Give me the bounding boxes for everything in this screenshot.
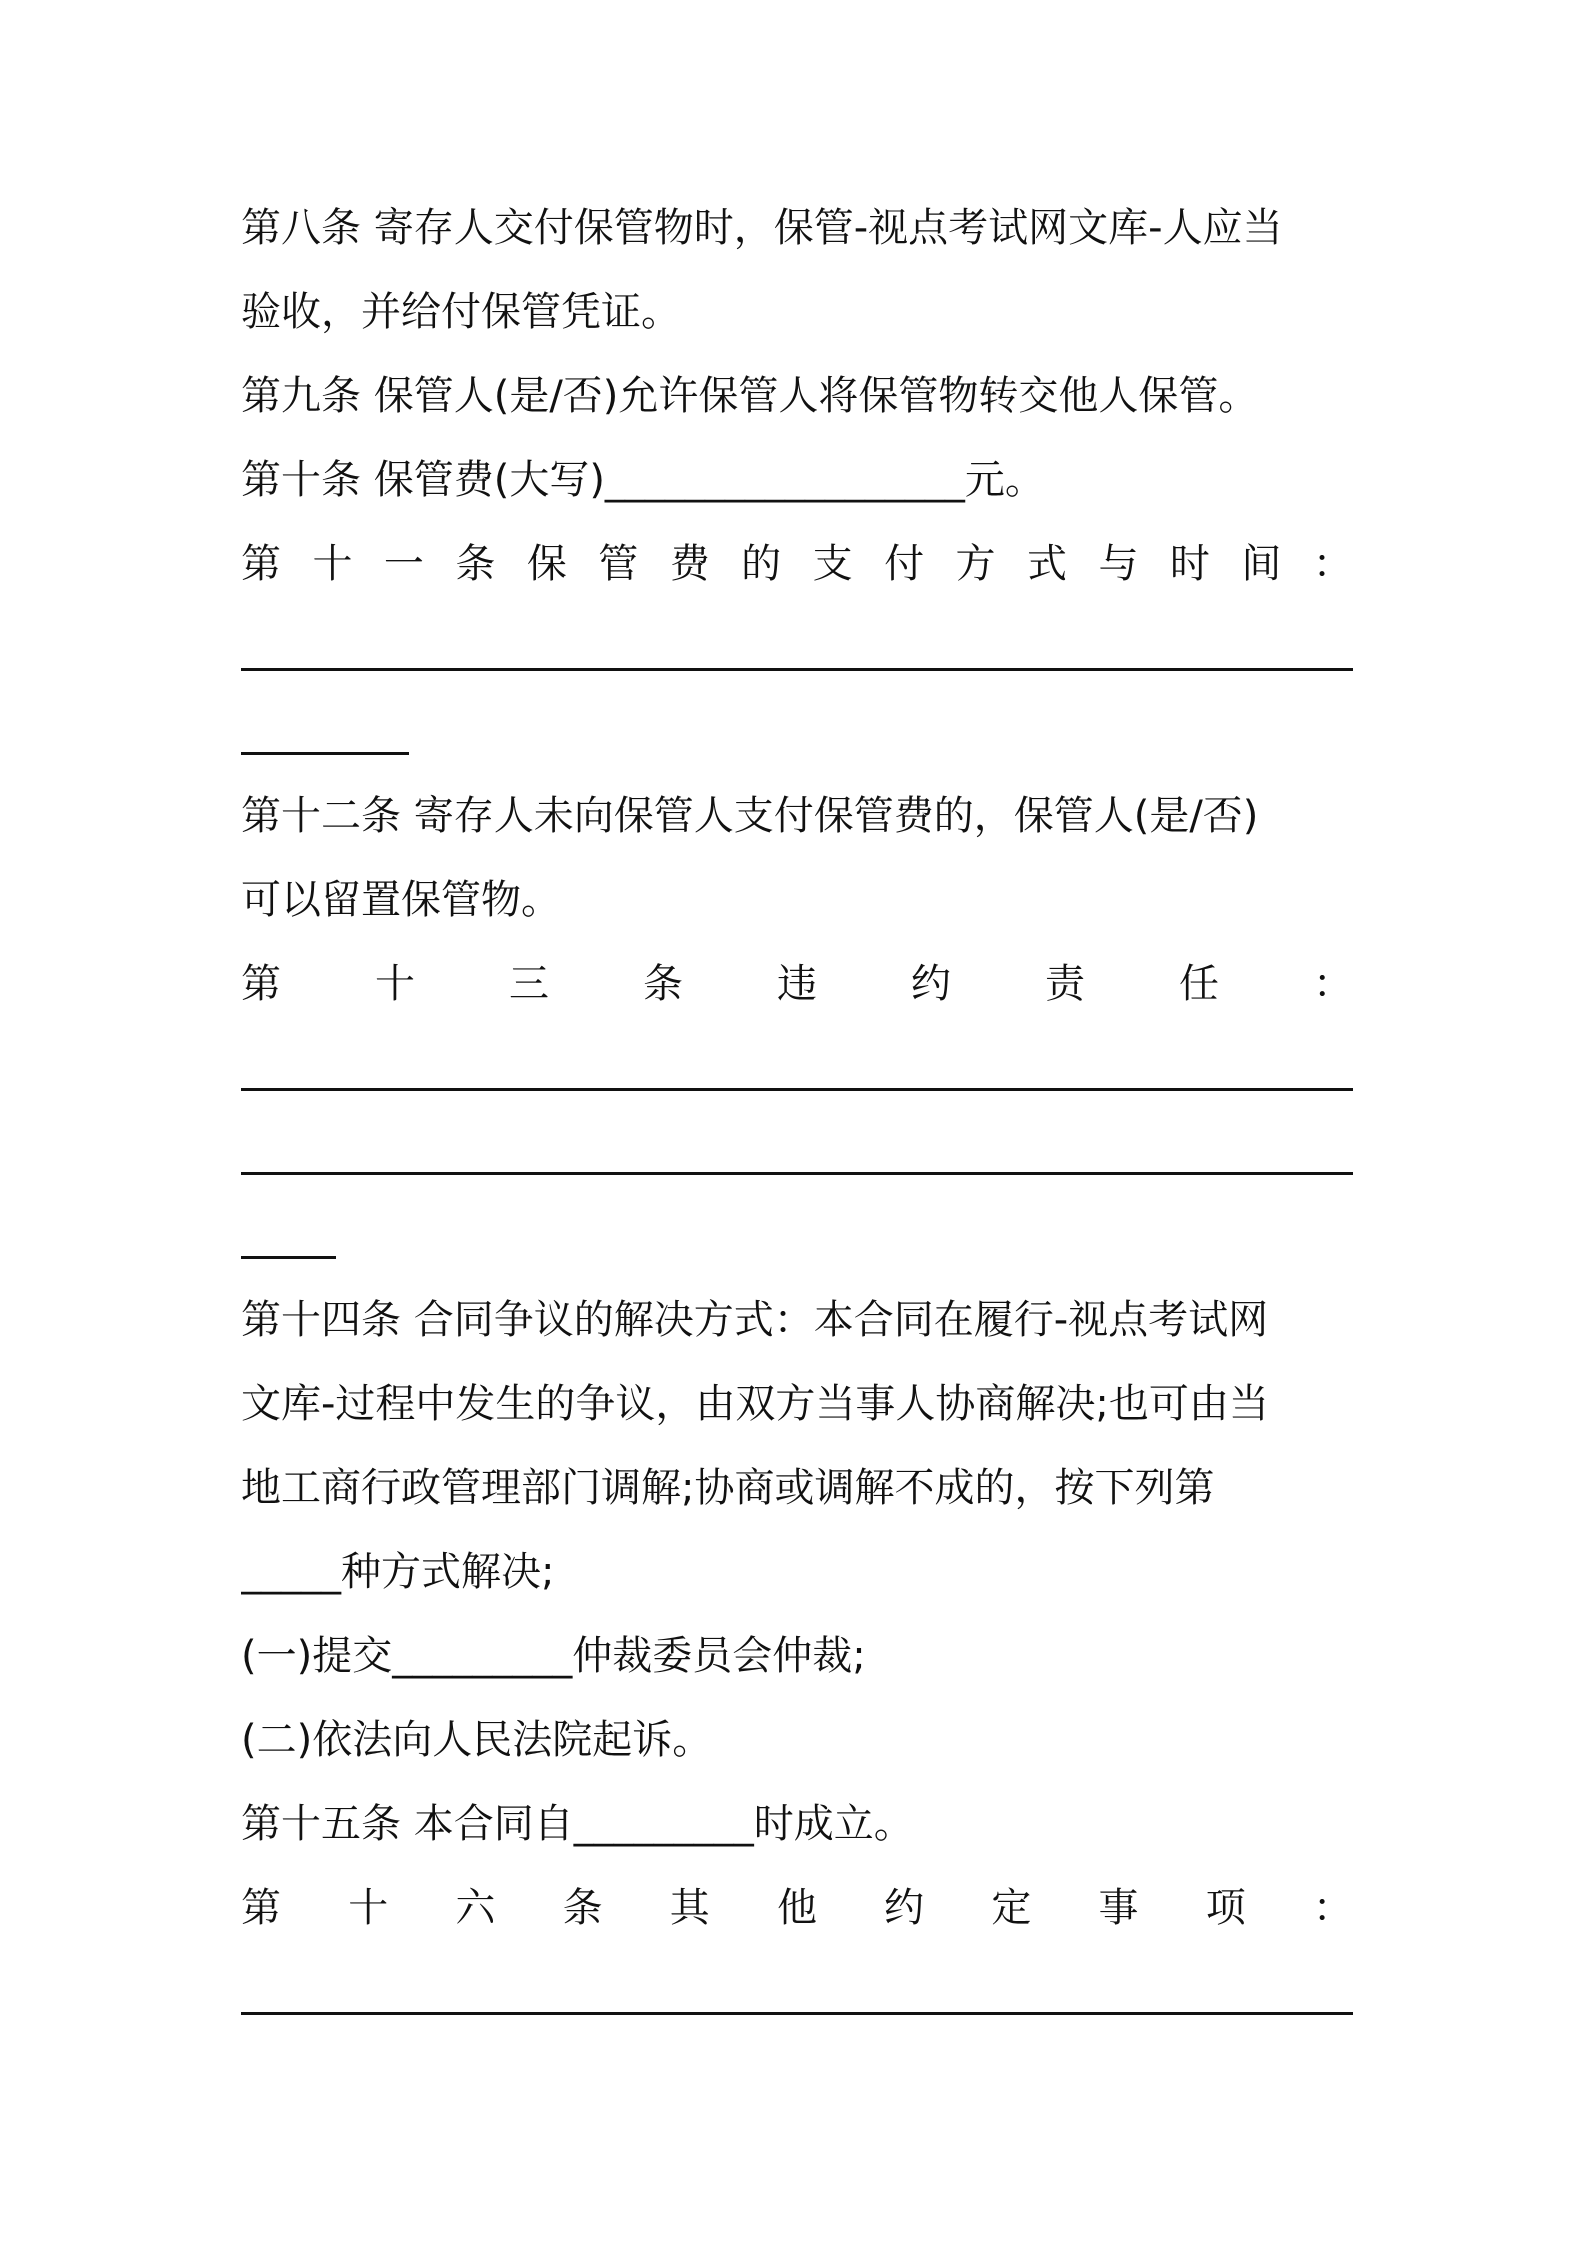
article-16-char: 定 [991, 1885, 1032, 1931]
article-11-char: 一 [383, 541, 424, 587]
article-13-char: 三 [509, 961, 549, 1007]
article-11-blank-rule-1 [241, 668, 1353, 671]
article-11-char: 的 [741, 541, 782, 587]
article-11-char: ： [1312, 541, 1353, 587]
article-13-char: 条 [643, 961, 683, 1007]
article-13-char: ： [1313, 961, 1353, 1007]
article-11-blank-rule-2 [241, 752, 409, 755]
article-12-line-2: 可以留置保管物。 [241, 877, 561, 923]
article-16-char: 项 [1205, 1885, 1246, 1931]
article-16-char: 六 [455, 1885, 496, 1931]
article-11-char: 与 [1098, 541, 1139, 587]
article-14-option-2: (二)依法向人民法院起诉。 [241, 1717, 713, 1763]
article-9: 第九条 保管人(是/否)允许保管人将保管物转交他人保管。 [241, 373, 1259, 419]
article-16-char: 十 [348, 1885, 389, 1931]
article-11-char: 付 [884, 541, 925, 587]
article-16-char: 事 [1098, 1885, 1139, 1931]
article-13-char: 违 [777, 961, 817, 1007]
article-16-heading [241, 1866, 1353, 1950]
article-11-char: 间 [1241, 541, 1282, 587]
article-13-blank-rule-1 [241, 1088, 1353, 1091]
article-11-char: 支 [812, 541, 853, 587]
article-13-char: 任 [1179, 961, 1219, 1007]
article-16-char: 他 [776, 1885, 817, 1931]
article-13-char: 十 [375, 961, 415, 1007]
article-14-option-1: (一)提交_________仲裁委员会仲裁; [241, 1633, 866, 1679]
article-11-char: 十 [312, 541, 353, 587]
article-16-blank-rule-1 [241, 2012, 1353, 2015]
article-13-blank-rule-3 [241, 1256, 336, 1259]
article-11-char: 管 [598, 541, 639, 587]
article-13-char: 约 [911, 961, 951, 1007]
article-11-char: 式 [1026, 541, 1067, 587]
article-11-char: 费 [669, 541, 710, 587]
article-11-char: 时 [1169, 541, 1210, 587]
article-13-heading [241, 942, 1353, 1026]
article-8-line-2: 验收，并给付保管凭证。 [241, 289, 681, 335]
article-14-line-4: _____种方式解决; [241, 1549, 555, 1595]
article-16-char: 第 [241, 1885, 281, 1931]
article-11-char: 条 [455, 541, 496, 587]
article-14-line-2: 文库-过程中发生的争议，由双方当事人协商解决;也可由当 [241, 1381, 1269, 1427]
article-16-char: 约 [884, 1885, 925, 1931]
article-10: 第十条 保管费(大写)__________________元。 [241, 457, 1045, 503]
article-15: 第十五条 本合同自_________时成立。 [241, 1801, 914, 1847]
article-13-char: 第 [241, 961, 281, 1007]
article-14-line-3: 地工商行政管理部门调解;协商或调解不成的，按下列第 [241, 1465, 1215, 1511]
article-13-blank-rule-2 [241, 1172, 1353, 1175]
article-11-char: 保 [526, 541, 567, 587]
article-16-char: ： [1312, 1885, 1353, 1931]
article-8-line-1: 第八条 寄存人交付保管物时，保管-视点考试网文库-人应当 [241, 205, 1283, 251]
article-12-line-1: 第十二条 寄存人未向保管人支付保管费的，保管人(是/否) [241, 793, 1259, 839]
article-11-char: 方 [955, 541, 996, 587]
article-11-char: 第 [241, 541, 281, 587]
article-11-heading [241, 522, 1353, 606]
article-16-char: 其 [669, 1885, 710, 1931]
article-14-line-1: 第十四条 合同争议的解决方式：本合同在履行-视点考试网 [241, 1297, 1269, 1343]
article-13-char: 责 [1045, 961, 1085, 1007]
article-16-char: 条 [562, 1885, 603, 1931]
